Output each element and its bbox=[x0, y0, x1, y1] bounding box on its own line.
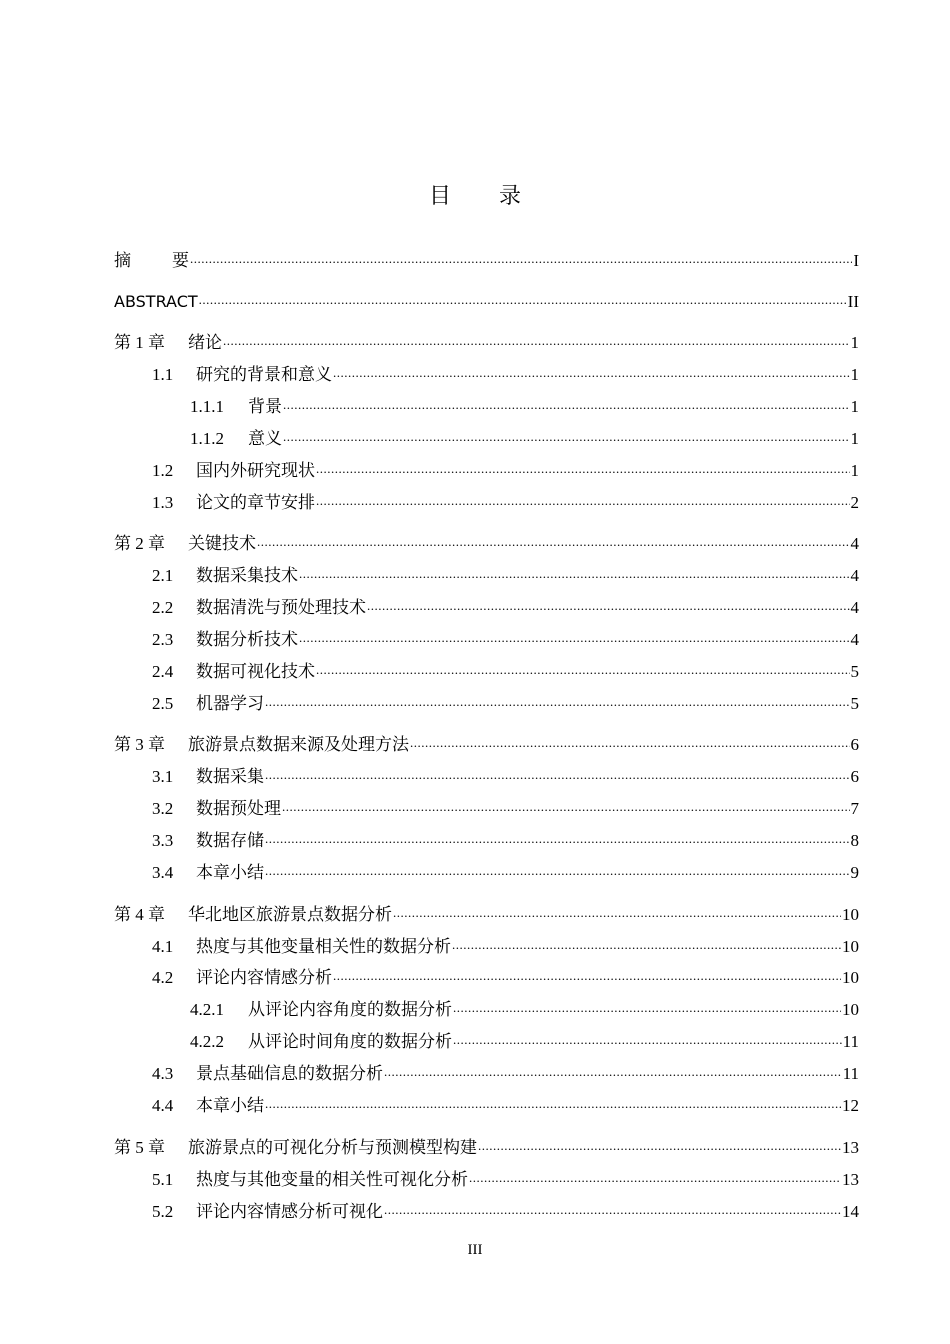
toc-entry-page: 8 bbox=[850, 831, 859, 850]
toc-entry-page: 6 bbox=[850, 767, 859, 786]
toc-title bbox=[0, 179, 950, 210]
toc-entry-page: 4 bbox=[850, 534, 859, 553]
toc-entry-number: 3.3 bbox=[152, 831, 174, 850]
toc-entry-page: 5 bbox=[850, 662, 859, 681]
toc-entry[interactable] bbox=[0, 628, 950, 652]
toc-entry-number: 2.5 bbox=[152, 694, 174, 713]
toc-entry-number: 4.1 bbox=[152, 937, 174, 956]
toc-entry-number: 1.1.1 bbox=[190, 397, 224, 416]
toc-entry-line bbox=[152, 628, 859, 652]
toc-entry-line bbox=[152, 660, 859, 684]
toc-entry-page: 11 bbox=[842, 1064, 859, 1083]
dot-leader bbox=[333, 361, 850, 385]
toc-entry-number: 3.4 bbox=[152, 863, 174, 882]
toc-entry-title: 研究的背景和意义 bbox=[196, 365, 332, 384]
toc-entry-number: 5.1 bbox=[152, 1170, 174, 1189]
toc-entry-page: 10 bbox=[842, 968, 859, 987]
toc-entry-title: ABSTRACT bbox=[114, 292, 198, 311]
toc-entry-number: 1.1 bbox=[152, 365, 174, 384]
page-number: III bbox=[467, 1242, 483, 1258]
toc-entry-line bbox=[190, 1030, 859, 1054]
toc-entry-page: 14 bbox=[842, 1202, 859, 1221]
toc-entry[interactable] bbox=[0, 861, 950, 885]
toc-entry-page: 1 bbox=[850, 333, 859, 352]
toc-entry-title: 从评论内容角度的数据分析 bbox=[248, 1000, 452, 1019]
toc-entry-page: 12 bbox=[842, 1096, 859, 1115]
toc-entry-line bbox=[152, 1200, 859, 1224]
toc-entry[interactable] bbox=[0, 829, 950, 853]
toc-entry-number: 2.3 bbox=[152, 630, 174, 649]
toc-entry[interactable] bbox=[0, 290, 950, 314]
toc-entry-number: 第 4 章 bbox=[114, 905, 165, 924]
toc-entry-line bbox=[114, 1136, 859, 1160]
toc-entry-line bbox=[152, 1094, 859, 1118]
toc-entry-title: 数据清洗与预处理技术 bbox=[196, 598, 366, 617]
toc-entry-line bbox=[190, 998, 859, 1022]
dot-leader bbox=[282, 795, 850, 819]
dot-leader bbox=[257, 530, 850, 554]
dot-leader bbox=[265, 827, 850, 851]
toc-entry-title: 景点基础信息的数据分析 bbox=[196, 1064, 383, 1083]
toc-entry[interactable] bbox=[0, 660, 950, 684]
toc-entry-page: 5 bbox=[850, 694, 859, 713]
toc-entry-title: 关键技术 bbox=[188, 534, 256, 554]
toc-entry-line bbox=[152, 459, 859, 483]
toc-entry[interactable] bbox=[0, 935, 950, 959]
toc-entry-number: 4.3 bbox=[152, 1064, 174, 1083]
toc-entry-title: 论文的章节安排 bbox=[196, 493, 315, 512]
dot-leader bbox=[316, 658, 850, 682]
toc-entry-title: 评论内容情感分析 bbox=[196, 968, 332, 987]
toc-entry-number: 2.1 bbox=[152, 566, 174, 585]
toc-entry-page: 1 bbox=[850, 429, 859, 448]
toc-entry-title: 数据存储 bbox=[196, 831, 264, 850]
toc-entry-page: 2 bbox=[850, 493, 859, 512]
toc-entry[interactable] bbox=[0, 1062, 950, 1086]
toc-entry-number: 2.2 bbox=[152, 598, 174, 617]
toc-entry[interactable] bbox=[0, 459, 950, 483]
toc-entry-number: 3.2 bbox=[152, 799, 174, 818]
toc-entry-line bbox=[114, 903, 859, 927]
toc-entry-page: 10 bbox=[842, 937, 859, 956]
toc-entry-title: 数据采集 bbox=[196, 767, 264, 786]
toc-entry-number: 2.4 bbox=[152, 662, 174, 681]
toc-entry-title: 本章小结 bbox=[196, 1096, 264, 1115]
toc-entry-page: 1 bbox=[850, 397, 859, 416]
toc-entry-title: 数据分析技术 bbox=[196, 630, 298, 649]
toc-entry-title: 数据预处理 bbox=[196, 799, 281, 818]
toc-entry[interactable] bbox=[0, 692, 950, 716]
toc-entry-line bbox=[152, 1168, 859, 1192]
dot-leader bbox=[265, 1092, 841, 1116]
toc-entry-number: 5.2 bbox=[152, 1202, 174, 1221]
toc-entry-title: 绪论 bbox=[188, 333, 222, 353]
toc-entry[interactable] bbox=[0, 331, 950, 355]
dot-leader bbox=[265, 859, 850, 883]
dot-leader bbox=[283, 393, 850, 417]
toc-entry-number: 第 3 章 bbox=[114, 735, 165, 754]
dot-leader bbox=[316, 489, 850, 513]
toc-entry-line bbox=[114, 290, 859, 314]
toc-entry-number: 1.2 bbox=[152, 461, 174, 480]
toc-entry-line bbox=[152, 966, 859, 990]
toc-entry-page: 13 bbox=[842, 1138, 859, 1157]
toc-entry-line bbox=[190, 427, 859, 451]
toc-entry-line bbox=[190, 395, 859, 419]
toc-entry[interactable] bbox=[0, 564, 950, 588]
toc-entry[interactable] bbox=[0, 733, 950, 757]
dot-leader bbox=[367, 594, 850, 618]
toc-entry-line bbox=[152, 765, 859, 789]
toc-entry[interactable] bbox=[0, 249, 950, 273]
dot-leader bbox=[299, 626, 850, 650]
toc-entry-line bbox=[152, 491, 859, 515]
dot-leader bbox=[478, 1134, 841, 1158]
toc-entry-line bbox=[114, 331, 859, 355]
toc-entry[interactable] bbox=[0, 363, 950, 387]
toc-entry-page: 4 bbox=[850, 598, 859, 617]
toc-entry-page: 9 bbox=[850, 863, 859, 882]
toc-entry-line bbox=[152, 797, 859, 821]
toc-entry-page: 11 bbox=[842, 1032, 859, 1051]
toc-entry-title: 旅游景点的可视化分析与预测模型构建 bbox=[188, 1138, 477, 1158]
toc-entry-title: 热度与其他变量的相关性可视化分析 bbox=[196, 1170, 468, 1189]
dot-leader bbox=[299, 562, 850, 586]
toc-entry[interactable] bbox=[0, 903, 950, 927]
toc-entry-number: 4.2 bbox=[152, 968, 174, 987]
toc-entry[interactable] bbox=[0, 427, 950, 451]
toc-entry-line bbox=[152, 596, 859, 620]
toc-entry-line bbox=[152, 1062, 859, 1086]
toc-entry[interactable] bbox=[0, 765, 950, 789]
toc-entry-title: 从评论时间角度的数据分析 bbox=[248, 1032, 452, 1051]
toc-entry[interactable] bbox=[0, 596, 950, 620]
toc-entry-line bbox=[152, 935, 859, 959]
toc-entry-page: II bbox=[847, 292, 859, 311]
toc-entry[interactable] bbox=[0, 966, 950, 990]
toc-entry-title: 要 bbox=[172, 251, 189, 271]
toc-entry[interactable] bbox=[0, 532, 950, 556]
toc-entry-page: 4 bbox=[850, 630, 859, 649]
toc-entry-number: 4.4 bbox=[152, 1096, 174, 1115]
toc-entry-line bbox=[152, 829, 859, 853]
toc-entry-number: 第 2 章 bbox=[114, 534, 165, 553]
toc-entry-page: 6 bbox=[850, 735, 859, 754]
toc-entry-title: 热度与其他变量相关性的数据分析 bbox=[196, 937, 451, 956]
toc-entry-title: 国内外研究现状 bbox=[196, 461, 315, 480]
dot-leader bbox=[223, 329, 850, 353]
toc-entry-page: 10 bbox=[842, 905, 859, 924]
toc-entry-title: 数据采集技术 bbox=[196, 566, 298, 585]
toc-entry-line bbox=[152, 692, 859, 716]
toc-entry[interactable] bbox=[0, 797, 950, 821]
toc-entry-line bbox=[152, 564, 859, 588]
dot-leader bbox=[410, 731, 850, 755]
toc-entry-number: 4.2.1 bbox=[190, 1000, 224, 1019]
toc-entry-line bbox=[114, 249, 859, 273]
dot-leader bbox=[393, 901, 841, 925]
toc-entry-page: 13 bbox=[842, 1170, 859, 1189]
toc-entry-page: 1 bbox=[850, 365, 859, 384]
toc-entry-page: 4 bbox=[850, 566, 859, 585]
dot-leader bbox=[190, 247, 852, 271]
toc-entry-title: 评论内容情感分析可视化 bbox=[196, 1202, 383, 1221]
dot-leader bbox=[453, 996, 841, 1020]
toc-entry-title: 意义 bbox=[248, 429, 282, 448]
dot-leader bbox=[199, 288, 847, 312]
toc-entry-title: 机器学习 bbox=[196, 694, 264, 713]
dot-leader bbox=[265, 763, 850, 787]
toc-entry[interactable] bbox=[0, 1030, 950, 1054]
toc-title-char: 录 bbox=[499, 184, 522, 209]
toc-entry-line bbox=[152, 363, 859, 387]
dot-leader bbox=[316, 457, 850, 481]
toc-entry[interactable] bbox=[0, 998, 950, 1022]
toc-entry-number: 1.1.2 bbox=[190, 429, 224, 448]
toc-entry[interactable] bbox=[0, 1094, 950, 1118]
dot-leader bbox=[469, 1166, 841, 1190]
toc-entry-number: 摘 bbox=[114, 251, 131, 271]
toc-entry[interactable] bbox=[0, 1168, 950, 1192]
toc-entry-line bbox=[114, 733, 859, 757]
dot-leader bbox=[283, 425, 850, 449]
toc-entry[interactable] bbox=[0, 1136, 950, 1160]
toc-entry-number: 4.2.2 bbox=[190, 1032, 224, 1051]
toc-entry-line bbox=[152, 861, 859, 885]
dot-leader bbox=[384, 1198, 841, 1222]
toc-entry-title: 旅游景点数据来源及处理方法 bbox=[188, 735, 409, 755]
toc-entry[interactable] bbox=[0, 395, 950, 419]
toc-entry-page: 10 bbox=[842, 1000, 859, 1019]
toc-entry[interactable] bbox=[0, 491, 950, 515]
dot-leader bbox=[452, 933, 841, 957]
toc-entry-title: 本章小结 bbox=[196, 863, 264, 882]
dot-leader bbox=[333, 964, 841, 988]
toc-entry[interactable] bbox=[0, 1200, 950, 1224]
toc-entry-page: 7 bbox=[850, 799, 859, 818]
toc-entry-page: I bbox=[853, 251, 859, 270]
toc-entry-line bbox=[114, 532, 859, 556]
toc-entry-page: 1 bbox=[850, 461, 859, 480]
toc-entry-title: 背景 bbox=[248, 397, 282, 416]
dot-leader bbox=[453, 1028, 842, 1052]
toc-entry-number: 1.3 bbox=[152, 493, 174, 512]
toc-entry-number: 第 5 章 bbox=[114, 1138, 165, 1157]
dot-leader bbox=[265, 690, 850, 714]
dot-leader bbox=[384, 1060, 842, 1084]
toc-entry-title: 华北地区旅游景点数据分析 bbox=[188, 905, 392, 925]
toc-title-char: 目 bbox=[428, 184, 451, 209]
toc-entry-number: 3.1 bbox=[152, 767, 174, 786]
toc-entry-title: 数据可视化技术 bbox=[196, 662, 315, 681]
toc-entry-number: 第 1 章 bbox=[114, 333, 165, 352]
